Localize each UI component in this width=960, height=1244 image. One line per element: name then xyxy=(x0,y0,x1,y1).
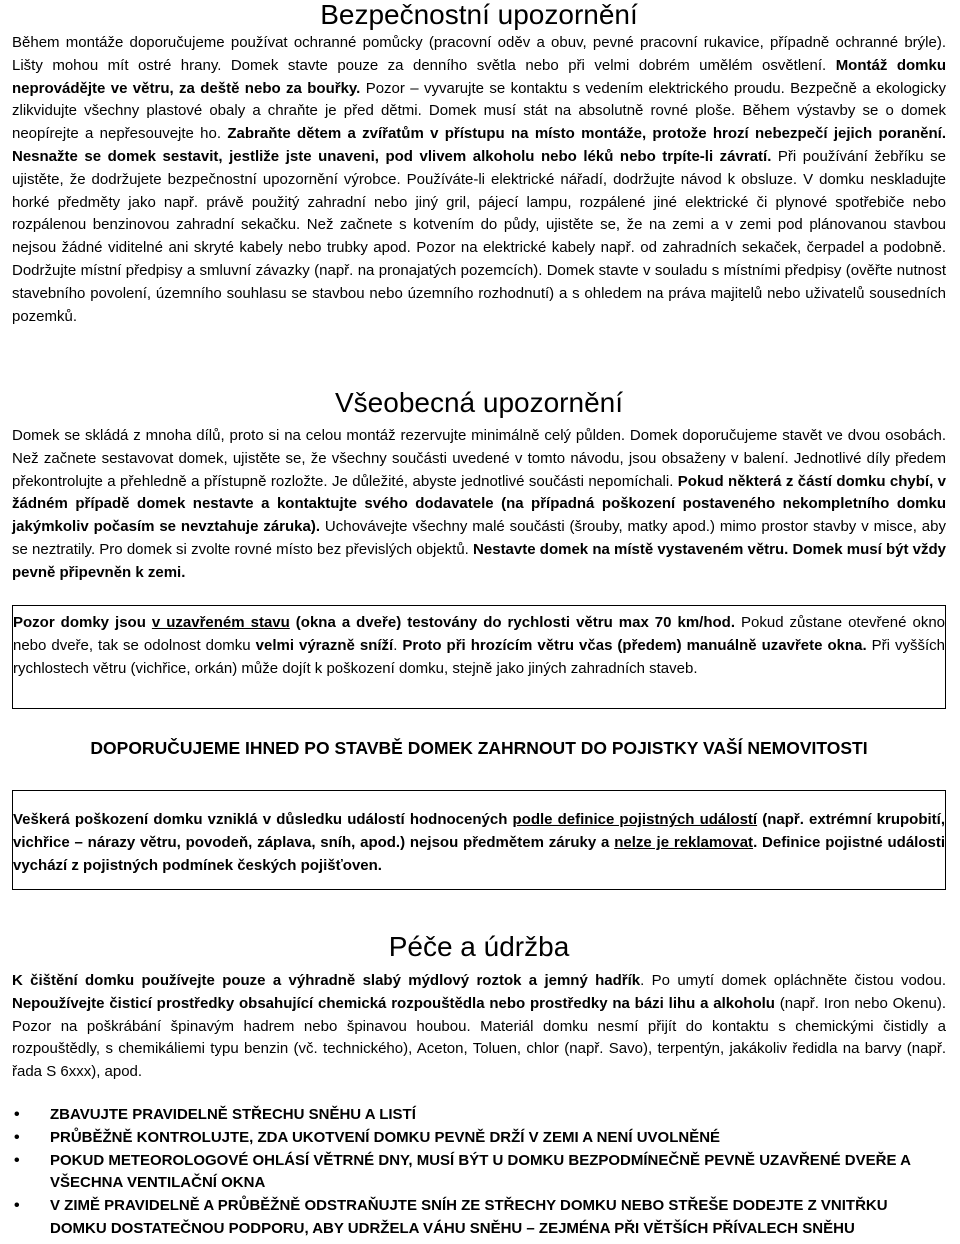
wind-warning-box xyxy=(12,605,946,709)
text-run-bold: Nestavte domek na místě vystaveném větru. xyxy=(473,540,789,558)
text-run-underlined: nelze je reklamovat xyxy=(614,833,754,851)
text-run-bold-underlined: v uzavřeném stavu xyxy=(151,614,290,631)
list-item xyxy=(12,1195,946,1241)
bullet-icon: • xyxy=(14,1128,20,1146)
text-run: Domek se skládá z mnoha dílů, proto si na celou montáž rezervujte minimálně celý půlden. Domek doporučujeme stavět ve dvou osobách. Než začnete sestavovat domek, ujistěte se, že všechny součásti uvedené v tomto návodu, jsou obsaženy v balení. Jednotlivé díly předem překontrolujte a přehledně a přístupně rozložte. Je důležité, abyste jednotlivé součásti nepomíchali. xyxy=(12,427,946,490)
text-run: Pozor – vyvarujte se kontaktu s vedením elektrického proudu. Bezpečně a ekologicky zlikvidujte všechny plastové obaly a chraňte je před dětmi. Domek musí stát na absolutně rovné ploše. Během výstavby se o domek neopírejte a nepřesouvejte ho. xyxy=(12,79,946,143)
text-run-bold: (např. extrémní krupobití, vichřice – nárazy větru, povodeň, záplava, sníh, apod.) nejsou předmětem záruky a xyxy=(13,811,945,851)
list-item-text: ZBAVUJTE PRAVIDELNĚ STŘECHU SNĚHU A LISTÍ xyxy=(50,1106,416,1123)
text-run-bold: (okna a dveře) testovány do rychlosti větru max 70 km/hod. xyxy=(289,614,735,631)
text-run-bold: Zabraňte dětem a zvířatům v přístupu na místo montáže, protože hrozí nebezpečí jejich poranění. xyxy=(227,125,946,143)
text-run-bold: Domek musí být vždy pevně připevněn k zemi. xyxy=(12,540,946,581)
list-item-text: PRŮBĚŽNĚ KONTROLUJTE, ZDA UKOTVENÍ DOMKU PEVNĚ DRŽÍ V ZEMI A NENÍ UVOLNĚNÉ xyxy=(50,1128,721,1146)
list-item xyxy=(12,1127,946,1150)
text-run: Pokud zůstane otevřené okno nebo dveře, tak se odolnost domku xyxy=(13,614,945,654)
text-run-bold: Pozor domky jsou xyxy=(13,614,152,631)
section-title-care: Péče a údržba xyxy=(388,931,570,962)
text-run-bold: Veškerá poškození domku vzniklá v důsledku událostí hodnocených xyxy=(13,811,513,828)
bullet-icon: • xyxy=(14,1197,20,1215)
insurance-paragraph xyxy=(13,791,945,877)
text-run: . Po umytí domek opláchněte čistou vodou. xyxy=(640,972,946,989)
care-paragraph xyxy=(12,970,946,1084)
insurance-headline: DOPORUČUJEME IHNED PO STAVBĚ DOMEK ZAHRNOUT DO POJISTKY VAŠÍ NEMOVITOSTI xyxy=(90,738,868,758)
bullet-icon: • xyxy=(14,1151,20,1169)
text-run-bold: Montáž domku neprovádějte ve větru, za deště nebo za bouřky. xyxy=(12,56,946,97)
text-run: Uchovávejte všechny malé součásti (šrouby, matky apod.) mimo prostor stavby v misce, aby se neztratily. Pro domek si zvolte rovné místo bez převislých objektů. xyxy=(12,518,946,558)
text-run: . xyxy=(393,636,403,654)
text-run: Při používání žebříku se ujistěte, že dodržujete bezpečnostní upozornění výrobce. Používáte-li elektrické nářadí, dodržujte návod k obsluze. V domku neskladujte horké předměty jako např. právě použitý zahradní nebo jiný gril, pájecí lampu, rozpálené jiné elektrické či plynové spotřebiče nebo rozpálenou benzinovou zahradní sekačku. Než začnete s kotvením do půdy, ujistěte se, že na zemi a v zemi pod plánovanou stavbou nejsou žádné viditelné ani skryté kabely nebo trubky apod. Pozor na elektrické kabely např. od zahradních sekaček, čerpadel a podobně. Dodržujte místní předpisy a smluvní závazky (např. na pronajatých pozemcích). Domek stavte v souladu s místními předpisy (ověřte nutnost stavebního povolení, územního souhlasu se stavbou nebo územního rozhodnutí) a s ohledem na práva majitelů nebo uživatelů sousedních pozemků. xyxy=(12,147,946,325)
text-run-bold: Nesnažte se domek sestavit, jestliže jste unaveni, pod vlivem alkoholu nebo léků nebo trpíte-li závratí. xyxy=(12,147,772,165)
text-run-bold: . Definice pojistné události vychází z pojistných podmínek českých pojišťoven. xyxy=(13,833,946,874)
safety-paragraph xyxy=(12,32,946,328)
general-paragraph xyxy=(12,425,946,585)
bullet-icon: • xyxy=(14,1106,20,1123)
text-run-bold: velmi výrazně sníží xyxy=(255,636,394,654)
list-item xyxy=(12,1150,946,1196)
section-title-safety: Bezpečnostní upozornění xyxy=(320,0,638,30)
text-run-underlined: podle definice pojistných událostí xyxy=(512,811,758,828)
list-item-text: POKUD METEOROLOGOVÉ OHLÁSÍ VĚTRNÉ DNY, MUSÍ BÝT U DOMKU BEZPODMÍNEČNĚ PEVNĚ UZAVŘENÉ DVEŘE A VŠECHNA VENTILAČNÍ OKNA xyxy=(50,1151,911,1192)
care-bullet-list xyxy=(12,1104,946,1241)
list-item xyxy=(12,1104,946,1127)
text-run: Během montáže doporučujeme používat ochranné pomůcky (pracovní oděv a obuv, pevné pracovní rukavice, případně ochranné brýle). Lišty mohou mít ostré hrany. Domek stavte pouze za denního světla nebo při velmi dobrém umělém osvětlení. xyxy=(12,34,946,74)
insurance-box xyxy=(12,790,946,890)
section-title-general: Všeobecná upozornění xyxy=(335,387,623,418)
text-run-bold: Nepoužívejte čisticí prostředky obsahující chemická rozpouštědla nebo prostředky na bázi lihu a alkoholu xyxy=(12,994,775,1012)
text-run-bold: Pokud některá z částí domku chybí, v žádném případě domek nestavte a kontaktujte svého dodavatele (na případná poškození postaveného nekompletního domku jakýmkoliv počasím se nevztahuje záruka). xyxy=(12,472,946,536)
text-run: (např. Iron nebo Okenu). Pozor na poškrábání špinavým hadrem nebo špinavou houbou. Materiál domku nesmí přijít do kontaktu s chemickými čistidly a rozpouštědly, s chemikáliemi typu benzin (vč. technického), Aceton, Toluen, chlor (např. Savo), terpentýn, jakákoliv ředidla na barvy (např. řada S 6xxx), apod. xyxy=(12,994,946,1081)
list-item-text: V ZIMĚ PRAVIDELNĚ A PRŮBĚŽNĚ ODSTRAŇUJTE SNÍH ZE STŘECHY DOMKU NEBO STŘEŠE DODEJTE Z VNITŘKU DOMKU DOSTATEČNOU PODPORU, ABY UDRŽELA VÁHU SNĚHU – ZEJMÉNA PŘI VĚTŠÍCH PŘÍVALECH SNĚHU xyxy=(50,1197,888,1237)
text-run-bold: K čištění domku používejte pouze a výhradně slabý mýdlový roztok a jemný hadřík xyxy=(12,972,641,989)
text-run: Při vyšších rychlostech větru (vichřice, orkán) může dojít k poškození domku, stejně jako jiných zahradních staveb. xyxy=(13,636,945,677)
wind-warning-paragraph xyxy=(13,606,945,680)
text-run-bold: Proto při hrozícím větru včas (předem) manuálně uzavřete okna. xyxy=(402,636,867,654)
